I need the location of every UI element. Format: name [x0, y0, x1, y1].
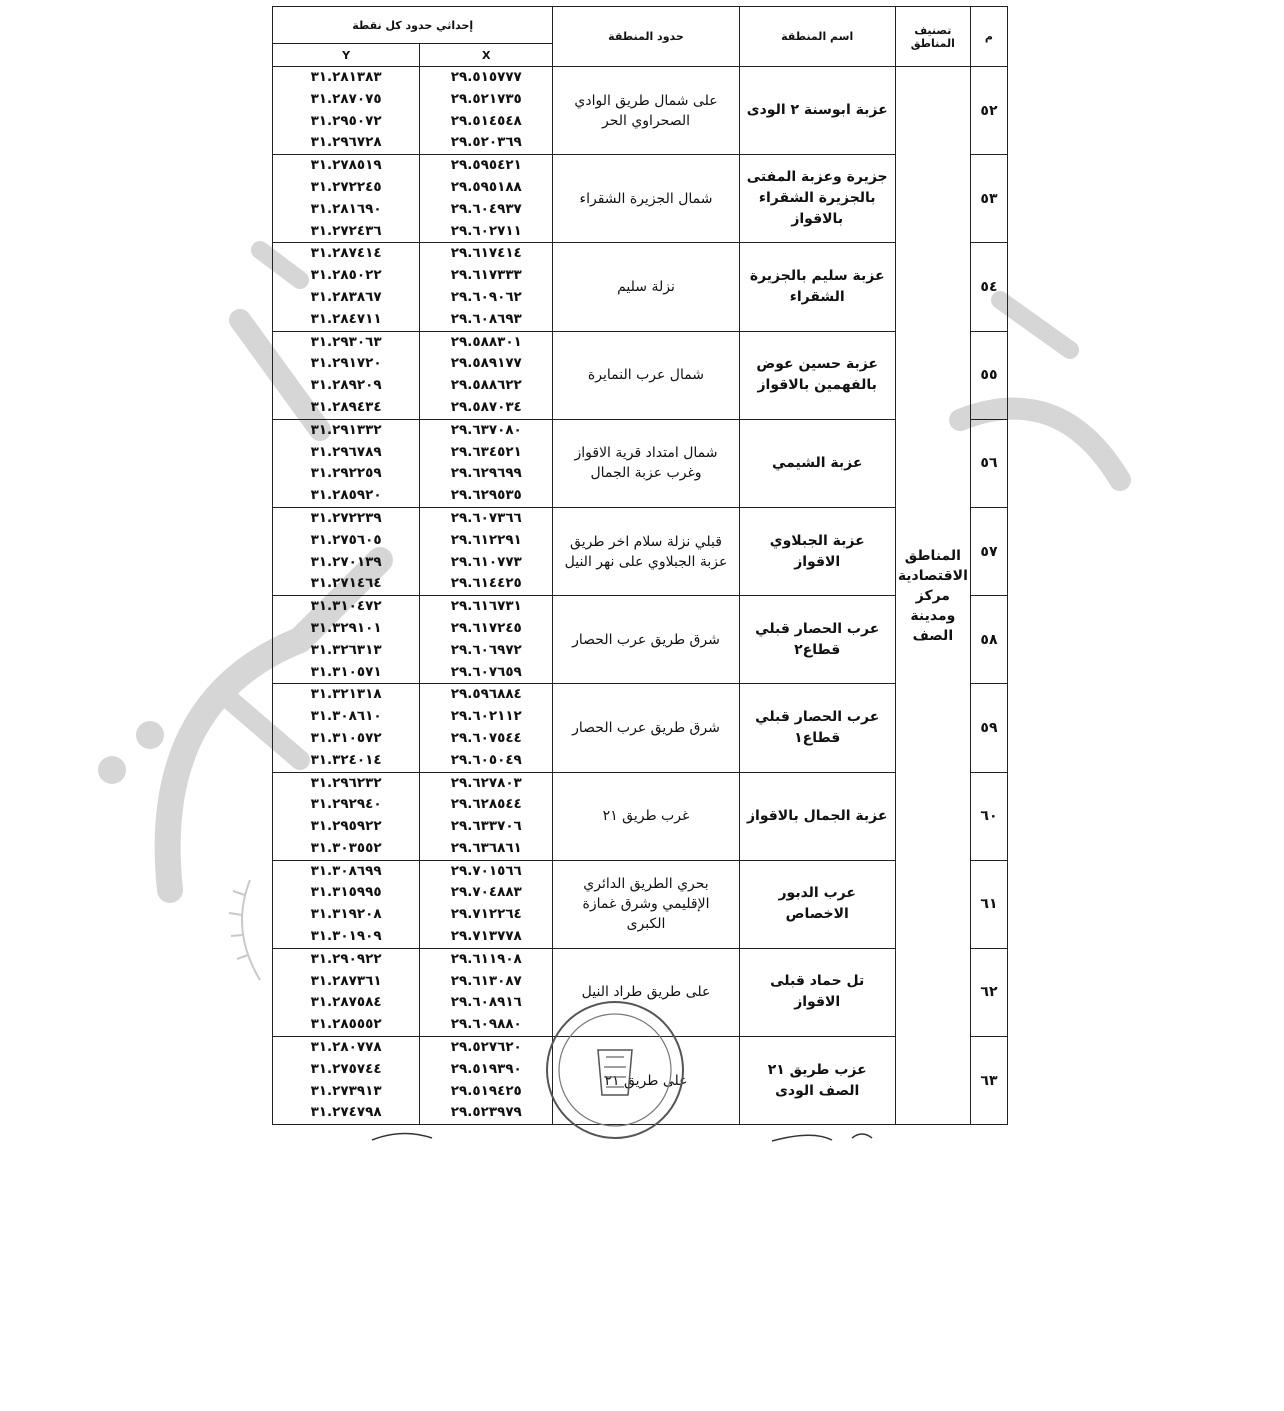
- row-number: ٥٣: [970, 155, 1007, 243]
- zones-table: [272, 6, 1008, 1125]
- zone-boundary: شرق طريق عرب الحصار: [553, 596, 739, 684]
- zone-boundary: شمال الجزيرة الشقراء: [553, 155, 739, 243]
- coords-header: إحداثي حدود كل نقطة: [273, 7, 553, 44]
- zone-name: عزبة الجمال بالاقواز: [739, 772, 895, 860]
- zone-boundary: شرق طريق عرب الحصار: [553, 684, 739, 772]
- x-coords: ٢٩.٥١٥٧٧٧ ٢٩.٥٢١٧٣٥ ٢٩.٥١٤٥٤٨ ٢٩.٥٢٠٣٦٩: [420, 67, 553, 155]
- row-number: ٥٥: [970, 331, 1007, 419]
- y-coords: ٣١.٢٨٧٤١٤ ٣١.٢٨٥٠٢٢ ٣١.٢٨٣٨٦٧ ٣١.٢٨٤٧١١: [273, 243, 420, 331]
- zone-name: عزبة ابوسنة ٢ الودى: [739, 67, 895, 155]
- row-number: ٥٧: [970, 507, 1007, 595]
- zone-name: عزبة الشيمي: [739, 419, 895, 507]
- row-number: ٦١: [970, 860, 1007, 948]
- y-coords: ٣١.٢٩٠٩٢٢ ٣١.٢٨٧٣٦١ ٣١.٢٨٧٥٨٤ ٣١.٢٨٥٥٥٢: [273, 948, 420, 1036]
- signature-marks: [272, 1126, 1032, 1146]
- y-coords: ٣١.٢٨١٣٨٣ ٣١.٢٨٧٠٧٥ ٣١.٢٩٥٠٧٢ ٣١.٢٩٦٧٢٨: [273, 67, 420, 155]
- row-number: ٦٠: [970, 772, 1007, 860]
- row-number: ٥٦: [970, 419, 1007, 507]
- zone-name: عرب الحصار قبلي قطاع١: [739, 684, 895, 772]
- row-number: ٥٤: [970, 243, 1007, 331]
- zone-classification: المناطق الاقتصادية مركز ومدينة الصف: [895, 67, 970, 1125]
- x-header: X: [420, 44, 553, 67]
- zone-name: عرب الحصار قبلي قطاع٢: [739, 596, 895, 684]
- zone-boundary: غرب طريق ٢١: [553, 772, 739, 860]
- row-number: ٦٢: [970, 948, 1007, 1036]
- y-coords: ٣١.٣٢١٣١٨ ٣١.٣٠٨٦١٠ ٣١.٣١٠٥٧٢ ٣١.٣٢٤٠١٤: [273, 684, 420, 772]
- zone-boundary: على طريق ٢١: [553, 1037, 739, 1125]
- number-header: م: [970, 7, 1007, 67]
- x-coords: ٢٩.٦٣٧٠٨٠ ٢٩.٦٣٤٥٢١ ٢٩.٦٢٩٦٩٩ ٢٩.٦٢٩٥٣٥: [420, 419, 553, 507]
- x-coords: ٢٩.٦١٦٧٣١ ٢٩.٦١٧٢٤٥ ٢٩.٦٠٦٩٧٢ ٢٩.٦٠٧٦٥٩: [420, 596, 553, 684]
- y-coords: ٣١.٢٩٣٠٦٣ ٣١.٢٩١٧٢٠ ٣١.٢٨٩٢٠٩ ٣١.٢٨٩٤٣٤: [273, 331, 420, 419]
- zone-name: عزبة الجبلاوي الاقواز: [739, 507, 895, 595]
- x-coords: ٢٩.٥٩٥٤٢١ ٢٩.٥٩٥١٨٨ ٢٩.٦٠٤٩٣٧ ٢٩.٦٠٢٧١١: [420, 155, 553, 243]
- y-coords: ٣١.٢٧٢٢٣٩ ٣١.٢٧٥٦٠٥ ٣١.٢٧٠١٣٩ ٣١.٢٧١٤٦٤: [273, 507, 420, 595]
- y-coords: ٣١.٢٩٦٢٣٢ ٣١.٢٩٢٩٤٠ ٣١.٢٩٥٩٢٢ ٣١.٣٠٣٥٥٢: [273, 772, 420, 860]
- x-coords: ٢٩.٦٢٧٨٠٣ ٢٩.٦٢٨٥٤٤ ٢٩.٦٣٣٧٠٦ ٢٩.٦٣٦٨٦١: [420, 772, 553, 860]
- y-coords: ٣١.٣٠٨٦٩٩ ٣١.٣١٥٩٩٥ ٣١.٣١٩٢٠٨ ٣١.٣٠١٩٠٩: [273, 860, 420, 948]
- zone-boundary: قبلي نزلة سلام اخر طريق عزبة الجبلاوي على نهر النيل: [553, 507, 739, 595]
- x-coords: ٢٩.٧٠١٥٦٦ ٢٩.٧٠٤٨٨٣ ٢٩.٧١٢٢٦٤ ٢٩.٧١٣٧٧٨: [420, 860, 553, 948]
- zone-name: عرب الدبور الاخصاص: [739, 860, 895, 948]
- zone-name: عزب طريق ٢١ الصف الودى: [739, 1037, 895, 1125]
- zone-boundary: شمال عرب النمايرة: [553, 331, 739, 419]
- boundary-header: حدود المنطقة: [553, 7, 739, 67]
- zone-boundary: على شمال طريق الوادي الصحراوي الحر: [553, 67, 739, 155]
- zone-boundary: شمال امتداد قرية الاقواز وغرب عزبة الجمال: [553, 419, 739, 507]
- y-coords: ٣١.٢٧٨٥١٩ ٣١.٢٧٢٢٤٥ ٣١.٢٨١٦٩٠ ٣١.٢٧٢٤٣٦: [273, 155, 420, 243]
- zone-boundary: نزلة سليم: [553, 243, 739, 331]
- name-header: اسم المنطقة: [739, 7, 895, 67]
- row-number: ٥٩: [970, 684, 1007, 772]
- y-coords: ٣١.٣١٠٤٧٢ ٣١.٣٢٩١٠١ ٣١.٣٢٦٣١٣ ٣١.٣١٠٥٧١: [273, 596, 420, 684]
- x-coords: ٢٩.٦١١٩٠٨ ٢٩.٦١٣٠٨٧ ٢٩.٦٠٨٩١٦ ٢٩.٦٠٩٨٨٠: [420, 948, 553, 1036]
- x-coords: ٢٩.٦١٧٤١٤ ٢٩.٦١٧٣٣٣ ٢٩.٦٠٩٠٦٢ ٢٩.٦٠٨٦٩٣: [420, 243, 553, 331]
- row-number: ٥٨: [970, 596, 1007, 684]
- y-coords: ٣١.٢٩١٣٣٢ ٣١.٢٩٦٧٨٩ ٣١.٢٩٢٢٥٩ ٣١.٢٨٥٩٢٠: [273, 419, 420, 507]
- table-row: [273, 67, 1008, 155]
- y-header: Y: [273, 44, 420, 67]
- x-coords: ٢٩.٥٨٨٣٠١ ٢٩.٥٨٩١٧٧ ٢٩.٥٨٨٦٢٢ ٢٩.٥٨٧٠٣٤: [420, 331, 553, 419]
- zone-boundary: بحري الطريق الدائري الإقليمي وشرق غمازة الكبرى: [553, 860, 739, 948]
- classification-header: تصنيف المناطق: [895, 7, 970, 67]
- zone-name: عزبة حسين عوض بالفهمين بالاقواز: [739, 331, 895, 419]
- zone-boundary: على طريق طراد النيل: [553, 948, 739, 1036]
- x-coords: ٢٩.٥٢٧٦٢٠ ٢٩.٥١٩٣٩٠ ٢٩.٥١٩٤٢٥ ٢٩.٥٢٣٩٧٩: [420, 1037, 553, 1125]
- x-coords: ٢٩.٥٩٦٨٨٤ ٢٩.٦٠٢١١٢ ٢٩.٦٠٧٥٤٤ ٢٩.٦٠٥٠٤٩: [420, 684, 553, 772]
- zone-name: تل حماد قبلى الاقواز: [739, 948, 895, 1036]
- y-coords: ٣١.٢٨٠٧٧٨ ٣١.٢٧٥٧٤٤ ٣١.٢٧٣٩١٣ ٣١.٢٧٤٧٩٨: [273, 1037, 420, 1125]
- row-number: ٦٣: [970, 1037, 1007, 1125]
- x-coords: ٢٩.٦٠٧٣٦٦ ٢٩.٦١٢٢٩١ ٢٩.٦١٠٧٧٣ ٢٩.٦١٤٤٢٥: [420, 507, 553, 595]
- row-number: ٥٢: [970, 67, 1007, 155]
- zone-name: عزبة سليم بالجزيرة الشقراء: [739, 243, 895, 331]
- official-stamp: [540, 995, 690, 1145]
- zone-name: جزيرة وعزبة المفتى بالجزيرة الشقراء بالاقواز: [739, 155, 895, 243]
